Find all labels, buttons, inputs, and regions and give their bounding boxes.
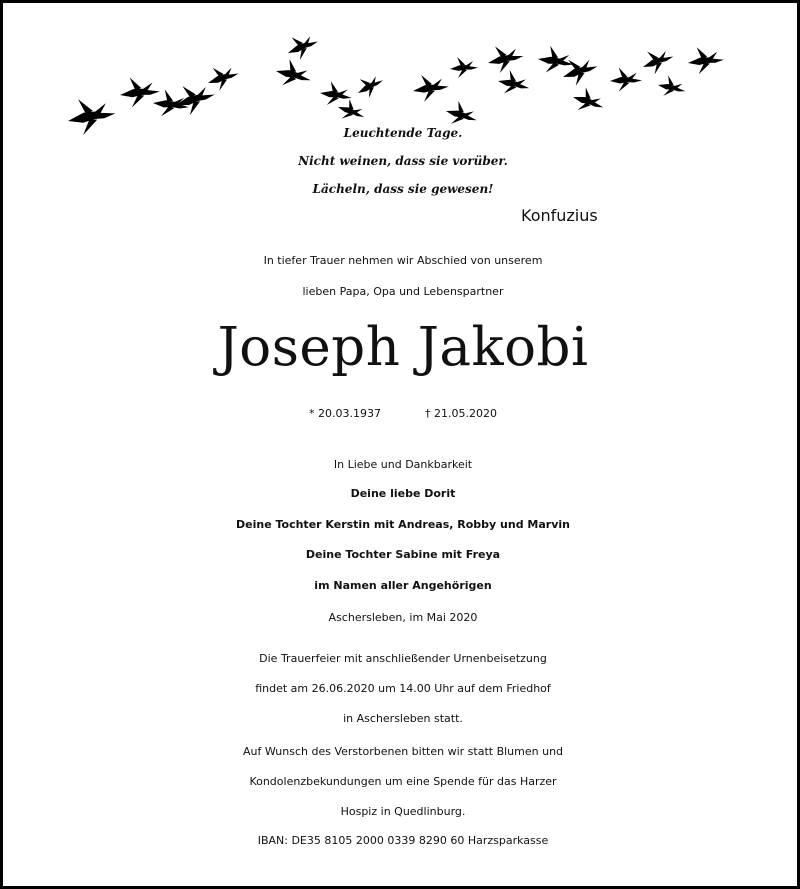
- quote-line: Lächeln, dass sie gewesen!: [312, 182, 494, 196]
- quote-line: Leuchtende Tage.: [343, 126, 463, 140]
- wish-line: Auf Wunsch des Verstorbenen bitten wir statt Blumen und: [242, 745, 564, 758]
- birth-date: * 20.03.1937: [309, 407, 381, 420]
- place-date: Aschersleben, im Mai 2020: [328, 611, 478, 624]
- funeral-service-info: [3, 644, 800, 734]
- bank-details: IBAN: DE35 8105 2000 0339 8290 60 Harzsparkasse: [257, 834, 549, 847]
- service-line: Die Trauerfeier mit anschließender Urnenbeisetzung: [259, 652, 547, 665]
- death-date: † 21.05.2020: [425, 407, 497, 420]
- mourner-line: im Namen aller Angehörigen: [314, 578, 492, 592]
- mourner-line: Deine liebe Dorit: [350, 487, 456, 500]
- mourner-line: Deine Tochter Kerstin mit Andreas, Robby und Marvin: [236, 517, 570, 531]
- quote: [3, 119, 800, 203]
- wish-line: Hospiz in Quedlinburg.: [340, 805, 466, 818]
- life-dates: [3, 399, 800, 429]
- intro-line: lieben Papa, Opa und Lebenspartner: [302, 285, 504, 298]
- service-line: findet am 26.06.2020 um 14.00 Uhr auf dem Friedhof: [255, 682, 551, 695]
- mourners-heading: In Liebe und Dankbarkeit: [333, 458, 473, 471]
- mourner-line: Deine Tochter Sabine mit Freya: [305, 548, 501, 561]
- deceased-name: Joseph Jakobi: [217, 317, 589, 378]
- quote-author: Konfuzius: [521, 206, 598, 225]
- mourners-list: [3, 479, 800, 601]
- quote-line: Nicht weinen, dass sie vorüber.: [298, 154, 508, 168]
- wish-line: Kondolenzbekundungen um eine Spende für das Harzer: [249, 775, 557, 788]
- intro-text: [3, 245, 800, 307]
- service-line: in Aschersleben statt.: [343, 712, 463, 725]
- intro-line: In tiefer Trauer nehmen wir Abschied von unserem: [263, 254, 543, 267]
- donation-wish: [3, 737, 800, 827]
